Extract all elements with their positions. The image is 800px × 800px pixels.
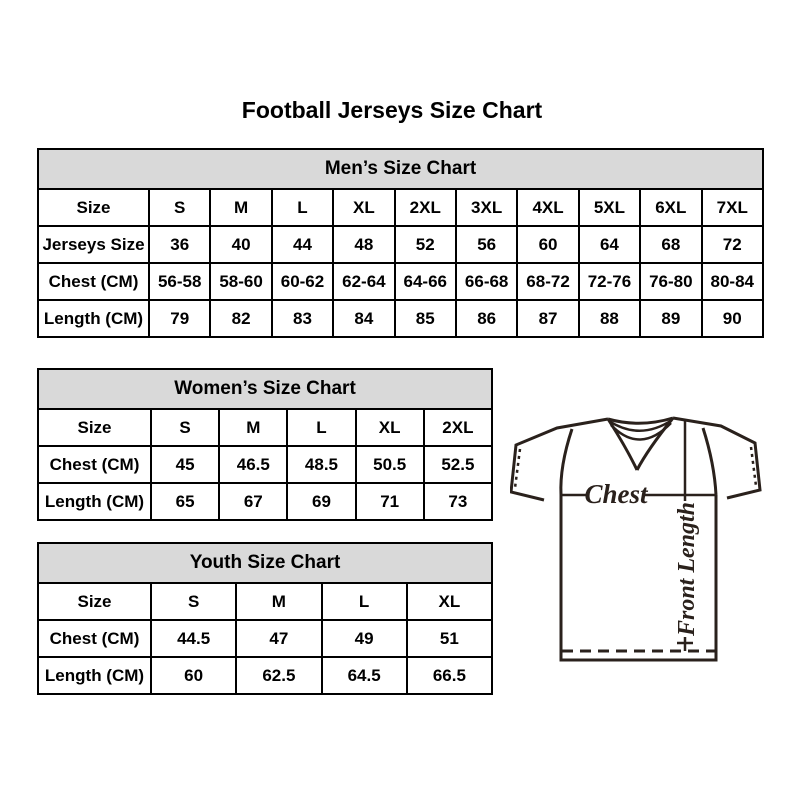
size-value-cell: 48.5 (287, 446, 355, 483)
row-label: Length (CM) (38, 657, 151, 694)
size-value-cell: 52 (395, 226, 456, 263)
jersey-left-armhole-seam (561, 429, 572, 495)
size-value-cell: 45 (151, 446, 219, 483)
size-value-cell: 88 (579, 300, 640, 337)
size-value-cell: 58-60 (210, 263, 271, 300)
table-row (38, 409, 492, 446)
table-title: Youth Size Chart (38, 543, 492, 583)
size-value-cell: 44.5 (151, 620, 236, 657)
table-header-row (38, 543, 492, 583)
size-value-cell: L (287, 409, 355, 446)
size-value-cell: 84 (333, 300, 394, 337)
size-value-cell: XL (356, 409, 424, 446)
size-value-cell: 60-62 (272, 263, 333, 300)
size-value-cell: 6XL (640, 189, 701, 226)
size-value-cell: 62.5 (236, 657, 321, 694)
table-row (38, 483, 492, 520)
size-value-cell: 2XL (424, 409, 492, 446)
size-value-cell: M (236, 583, 321, 620)
table-header-row (38, 369, 492, 409)
table-title: Men’s Size Chart (38, 149, 763, 189)
table-row (38, 226, 763, 263)
jersey-right-armhole-seam (703, 428, 716, 495)
womens-size-table (37, 368, 493, 521)
jersey-collar-top-line (608, 418, 673, 423)
size-value-cell: 5XL (579, 189, 640, 226)
size-value-cell: 68 (640, 226, 701, 263)
size-value-cell: 2XL (395, 189, 456, 226)
row-label: Length (CM) (38, 483, 151, 520)
row-label: Size (38, 409, 151, 446)
size-value-cell: 48 (333, 226, 394, 263)
row-label: Chest (CM) (38, 446, 151, 483)
table-row (38, 263, 763, 300)
size-value-cell: 86 (456, 300, 517, 337)
size-value-cell: 80-84 (702, 263, 763, 300)
size-value-cell: 47 (236, 620, 321, 657)
size-value-cell: 36 (149, 226, 210, 263)
size-value-cell: 51 (407, 620, 492, 657)
size-value-cell: 64 (579, 226, 640, 263)
size-value-cell: 46.5 (219, 446, 287, 483)
row-label: Jerseys Size (38, 226, 149, 263)
size-value-cell: M (219, 409, 287, 446)
size-value-cell: 62-64 (333, 263, 394, 300)
table-row (38, 300, 763, 337)
row-label: Size (38, 583, 151, 620)
chest-measure-label: Chest (584, 479, 648, 509)
size-value-cell: 40 (210, 226, 271, 263)
size-value-cell: 64-66 (395, 263, 456, 300)
size-value-cell: 67 (219, 483, 287, 520)
size-value-cell: 49 (322, 620, 407, 657)
size-value-cell: S (149, 189, 210, 226)
size-value-cell: 72 (702, 226, 763, 263)
table-title: Women’s Size Chart (38, 369, 492, 409)
row-label: Chest (CM) (38, 620, 151, 657)
size-value-cell: 44 (272, 226, 333, 263)
row-label: Length (CM) (38, 300, 149, 337)
size-value-cell: 7XL (702, 189, 763, 226)
size-value-cell: 69 (287, 483, 355, 520)
jersey-measurement-diagram (510, 413, 762, 665)
size-value-cell: 4XL (517, 189, 578, 226)
size-value-cell: 52.5 (424, 446, 492, 483)
row-label: Size (38, 189, 149, 226)
youth-size-table (37, 542, 493, 695)
size-value-cell: 68-72 (517, 263, 578, 300)
size-value-cell: 56 (456, 226, 517, 263)
size-value-cell: L (272, 189, 333, 226)
size-value-cell: 66.5 (407, 657, 492, 694)
size-value-cell: S (151, 583, 236, 620)
size-value-cell: 89 (640, 300, 701, 337)
size-value-cell: 83 (272, 300, 333, 337)
table-row (38, 657, 492, 694)
size-value-cell: 79 (149, 300, 210, 337)
size-value-cell: XL (407, 583, 492, 620)
size-value-cell: 60 (517, 226, 578, 263)
row-label: Chest (CM) (38, 263, 149, 300)
size-value-cell: 71 (356, 483, 424, 520)
size-value-cell: 76-80 (640, 263, 701, 300)
size-value-cell: 65 (151, 483, 219, 520)
size-value-cell: 64.5 (322, 657, 407, 694)
size-value-cell: 66-68 (456, 263, 517, 300)
table-row (38, 583, 492, 620)
size-value-cell: 87 (517, 300, 578, 337)
size-value-cell: 72-76 (579, 263, 640, 300)
size-value-cell: 56-58 (149, 263, 210, 300)
page-title: Football Jerseys Size Chart (241, 97, 543, 123)
table-header-row (38, 149, 763, 189)
size-value-cell: 82 (210, 300, 271, 337)
size-value-cell: XL (333, 189, 394, 226)
size-value-cell: 73 (424, 483, 492, 520)
table-row (38, 620, 492, 657)
size-value-cell: 50.5 (356, 446, 424, 483)
size-value-cell: L (322, 583, 407, 620)
size-value-cell: 3XL (456, 189, 517, 226)
mens-size-table (37, 148, 764, 338)
size-value-cell: 90 (702, 300, 763, 337)
table-row (38, 189, 763, 226)
size-value-cell: 60 (151, 657, 236, 694)
table-row (38, 446, 492, 483)
front-length-measure-label: Front Length (674, 501, 700, 637)
size-value-cell: S (151, 409, 219, 446)
size-value-cell: 85 (395, 300, 456, 337)
size-value-cell: M (210, 189, 271, 226)
